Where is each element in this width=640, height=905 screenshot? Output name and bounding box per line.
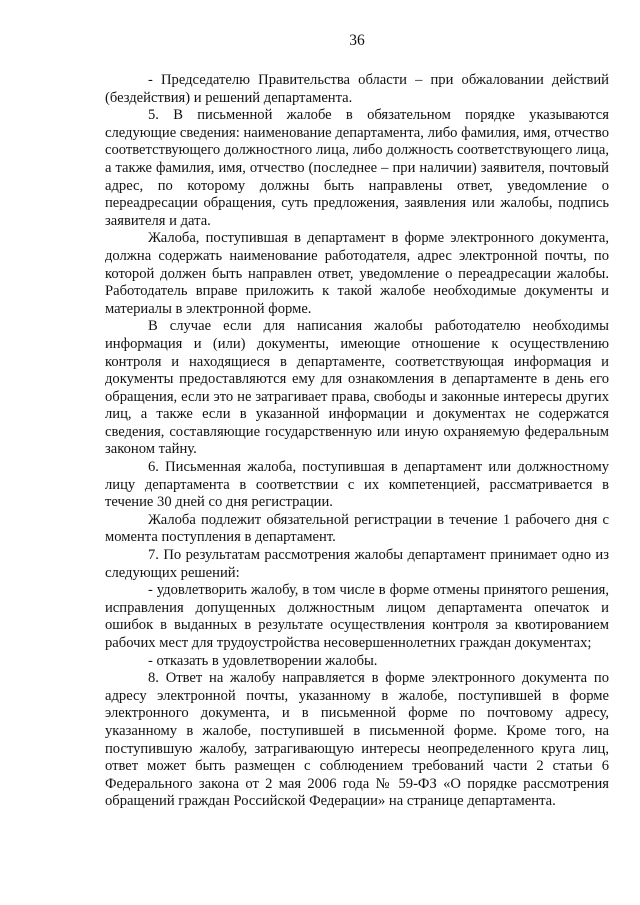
paragraph-chairman-appeal: - Председателю Правительства области – при обжаловании действий (бездействия) и решений департамента. [105, 72, 609, 106]
page-number: 36 [349, 32, 365, 49]
paragraph-refuse-complaint: - отказать в удовлетворении жалобы. [148, 652, 378, 669]
paragraph-registration: Жалоба подлежит обязательной регистрации в течение 1 рабочего дня с момента поступления в департамент. [105, 511, 609, 546]
paragraph-documents-access: В случае если для написания жалобы работодателю необходимы информация и (или) документы, имеющие отношение к осуществлению контроля и находящиеся в департаменте, соответствующая информация и документы предоставляются ему для ознакомления в департаменте в день его обращения, если это не затрагивает права, свободы и законные интересы других лиц, а также если в указанной информации и документах не содержатся сведения, составляющие государственную или иную охраняемую федеральным законом тайну. [105, 318, 609, 458]
paragraph-satisfy-complaint: - удовлетворить жалобу, в том числе в форме отмены принятого решения, исправления допущенных должностным лицом департамента опечаток и ошибок в выданных в результате осуществления контроля за квотированием рабочих мест для трудоустройства несовершеннолетних граждан документах; [105, 582, 609, 651]
paragraph-item-8: 8. Ответ на жалобу направляется в форме электронного документа по адресу электронной почты, указанному в жалобе, поступившей в форме электронного документа, и в письменной форме по почтовому адресу, указанному в жалобе, поступившей в письменной форме. Кроме того, на поступившую жалобу, затрагивающую интересы неопределенного круга лиц, ответ может быть размещен с соблюдением требований части 2 статьи 6 Федерального закона от 2 мая 2006 года № 59-ФЗ «О порядке рассмотрения обращений граждан Российской Федерации» на странице департамента. [105, 670, 609, 810]
paragraph-electronic-complaint: Жалоба, поступившая в департамент в форме электронного документа, должна содержать наименование работодателя, адрес электронной почты, по которой должен быть направлен ответ, уведомление о переадресации жалобы. Работодатель вправе приложить к такой жалобе необходимые документы и материалы в электронной форме. [105, 230, 609, 317]
paragraph-item-7: 7. По результатам рассмотрения жалобы департамент принимает одно из следующих решений: [105, 547, 609, 581]
paragraph-item-5: 5. В письменной жалобе в обязательном порядке указываются следующие сведения: наименование департамента, либо фамилия, имя, отчество соответствующего должностного лица, либо должность соответствующего лица, а также фамилия, имя, отчество (последнее – при наличии) заявителя, почтовый адрес, по которому должны быть направлены ответ, уведомление о переадресации обращения, суть предложения, заявления или жалобы, подпись заявителя и дата. [105, 107, 609, 229]
paragraph-item-6: 6. Письменная жалоба, поступившая в департамент или должностному лицу департамента в соответствии с их компетенцией, рассматривается в течение 30 дней со дня регистрации. [105, 459, 609, 511]
